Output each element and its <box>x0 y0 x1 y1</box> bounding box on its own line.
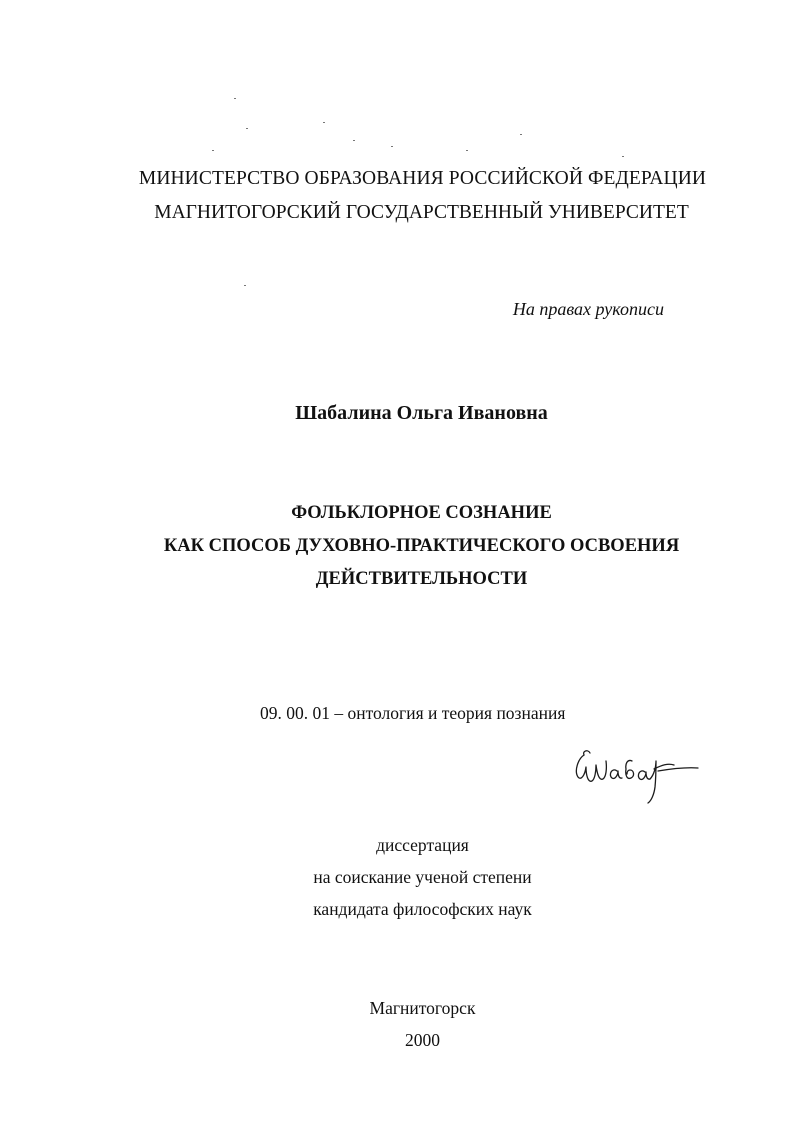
dissertation-title-line: КАК СПОСОБ ДУХОВНО-ПРАКТИЧЕСКОГО ОСВОЕНИЯ <box>163 536 680 556</box>
scan-speck <box>246 128 248 129</box>
scan-speck <box>622 156 624 157</box>
scan-speck <box>353 140 355 141</box>
ministry-heading: МИНИСТЕРСТВО ОБРАЗОВАНИЯ РОССИЙСКОЙ ФЕДЕРАЦИИ <box>138 168 707 189</box>
dissertation-title-line: ФОЛЬКЛОРНОЕ СОЗНАНИЕ <box>291 503 552 523</box>
degree-line: диссертация <box>376 835 469 855</box>
degree-line: кандидата философских наук <box>313 899 532 919</box>
city: Магнитогорск <box>369 998 476 1018</box>
specialty-code: 09. 00. 01 – онтология и теория познания <box>260 703 566 723</box>
year: 2000 <box>405 1030 440 1050</box>
degree-line: на соискание ученой степени <box>313 867 532 887</box>
scan-speck <box>466 150 468 151</box>
university-heading: МАГНИТОГОРСКИЙ ГОСУДАРСТВЕННЫЙ УНИВЕРСИТЕТ <box>154 202 689 223</box>
author-name: Шабалина Ольга Ивановна <box>295 402 548 424</box>
scan-speck <box>391 146 393 147</box>
scan-speck <box>212 150 214 151</box>
manuscript-note: На правах рукописи <box>512 299 664 319</box>
scan-speck <box>244 285 246 286</box>
scan-speck <box>520 134 522 135</box>
scan-speck <box>234 98 236 99</box>
dissertation-title-line: ДЕЙСТВИТЕЛЬНОСТИ <box>315 569 528 589</box>
handwritten-signature <box>570 745 702 807</box>
scan-speck <box>323 122 325 123</box>
